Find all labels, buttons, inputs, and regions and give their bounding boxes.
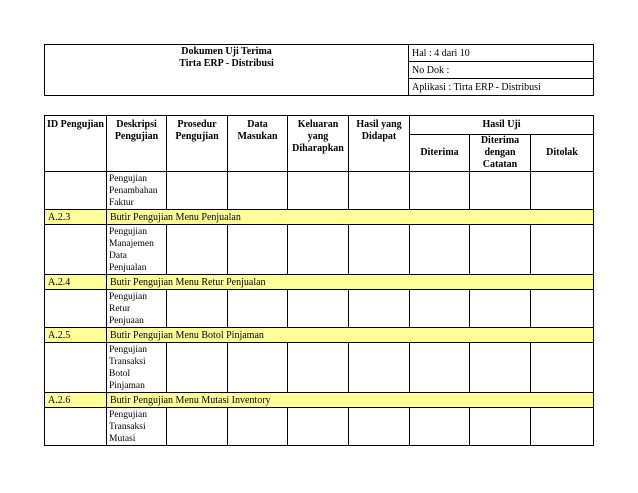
description-line: Pengujian <box>109 174 147 184</box>
description-line: Data <box>109 251 127 261</box>
description-line: Penjuaan <box>109 316 144 326</box>
section-id: A.2.6 <box>45 393 107 408</box>
empty-cell <box>167 343 228 393</box>
empty-cell <box>167 290 228 328</box>
col-header-diterima-catatan: Diterima dengan Catatan <box>470 135 531 172</box>
section-label: Butir Pengujian Menu Mutasi Inventory <box>107 393 594 408</box>
empty-cell <box>167 408 228 446</box>
section-label: Butir Pengujian Menu Penjualan <box>107 210 594 225</box>
test-description <box>107 225 167 275</box>
empty-cell <box>167 172 228 210</box>
col-header-ditolak: Ditolak <box>531 135 594 172</box>
section-row <box>45 275 594 290</box>
section-label: Butir Pengujian Menu Retur Penjualan <box>107 275 594 290</box>
title-line-1: Dokumen Uji Terima <box>181 46 272 57</box>
empty-cell <box>531 290 594 328</box>
test-description <box>107 290 167 328</box>
description-line: Pengujian <box>109 227 147 237</box>
description-line: Pengujian <box>109 410 147 420</box>
empty-cell <box>470 290 531 328</box>
description-line: Pengujian <box>109 292 147 302</box>
section-id: A.2.5 <box>45 328 107 343</box>
empty-cell <box>349 290 410 328</box>
title-line-2: Tirta ERP - Distribusi <box>179 58 274 69</box>
empty-cell <box>531 343 594 393</box>
empty-cell <box>228 225 288 275</box>
empty-cell <box>410 343 470 393</box>
empty-cell <box>410 225 470 275</box>
doc-number: No Dok : <box>409 62 594 79</box>
empty-cell <box>288 343 349 393</box>
section-row <box>45 328 594 343</box>
col-header-diterima: Diterima <box>410 135 470 172</box>
col-header-hasil-uji: Hasil Uji <box>410 116 594 135</box>
empty-cell <box>470 172 531 210</box>
section-id: A.2.4 <box>45 275 107 290</box>
page-info: Hal : 4 dari 10 <box>409 45 594 62</box>
application-name: Aplikasi : Tirta ERP - Distribusi <box>409 79 594 96</box>
empty-cell <box>349 172 410 210</box>
empty-cell <box>45 408 107 446</box>
col-header-keluaran: Keluaran yang Diharapkan <box>288 116 349 172</box>
test-description <box>107 343 167 393</box>
empty-cell <box>167 225 228 275</box>
description-line: Faktur <box>109 198 134 208</box>
empty-cell <box>228 172 288 210</box>
section-row <box>45 210 594 225</box>
empty-cell <box>410 290 470 328</box>
empty-cell <box>45 172 107 210</box>
description-line: Mutasi <box>109 434 136 444</box>
section-id: A.2.3 <box>45 210 107 225</box>
description-line: Pengujian <box>109 345 147 355</box>
section-row <box>45 393 594 408</box>
empty-cell <box>470 343 531 393</box>
empty-cell <box>288 290 349 328</box>
empty-cell <box>410 408 470 446</box>
description-line: Penjualan <box>109 263 147 273</box>
col-header-hasil-didapat: Hasil yang Didapat <box>349 116 410 172</box>
empty-cell <box>45 343 107 393</box>
description-line: Pinjaman <box>109 381 145 391</box>
empty-cell <box>531 225 594 275</box>
description-line: Botol <box>109 369 131 379</box>
col-header-id: ID Pengujian <box>45 116 107 172</box>
empty-cell <box>470 408 531 446</box>
description-line: Retur <box>109 304 131 314</box>
table-row <box>45 290 594 328</box>
empty-cell <box>288 172 349 210</box>
empty-cell <box>410 172 470 210</box>
empty-cell <box>228 408 288 446</box>
empty-cell <box>349 225 410 275</box>
col-header-data-masukan: Data Masukan <box>228 116 288 172</box>
section-label: Butir Pengujian Menu Botol Pinjaman <box>107 328 594 343</box>
test-description <box>107 408 167 446</box>
empty-cell <box>349 343 410 393</box>
description-line: Manajemen <box>109 239 154 249</box>
table-row <box>45 225 594 275</box>
document-header <box>44 44 594 96</box>
empty-cell <box>531 172 594 210</box>
empty-cell <box>228 290 288 328</box>
col-header-prosedur: Prosedur Pengujian <box>167 116 228 172</box>
table-row <box>45 408 594 446</box>
description-line: Penambahan <box>109 186 158 196</box>
test-table <box>44 115 594 446</box>
table-row <box>45 343 594 393</box>
empty-cell <box>45 290 107 328</box>
document-title <box>45 45 409 96</box>
empty-cell <box>349 408 410 446</box>
description-line: Transaksi <box>109 422 146 432</box>
description-line: Transaksi <box>109 357 146 367</box>
test-description <box>107 172 167 210</box>
empty-cell <box>288 408 349 446</box>
empty-cell <box>228 343 288 393</box>
empty-cell <box>470 225 531 275</box>
table-row <box>45 172 594 210</box>
empty-cell <box>45 225 107 275</box>
col-header-deskripsi: Deskripsi Pengujian <box>107 116 167 172</box>
empty-cell <box>288 225 349 275</box>
empty-cell <box>531 408 594 446</box>
